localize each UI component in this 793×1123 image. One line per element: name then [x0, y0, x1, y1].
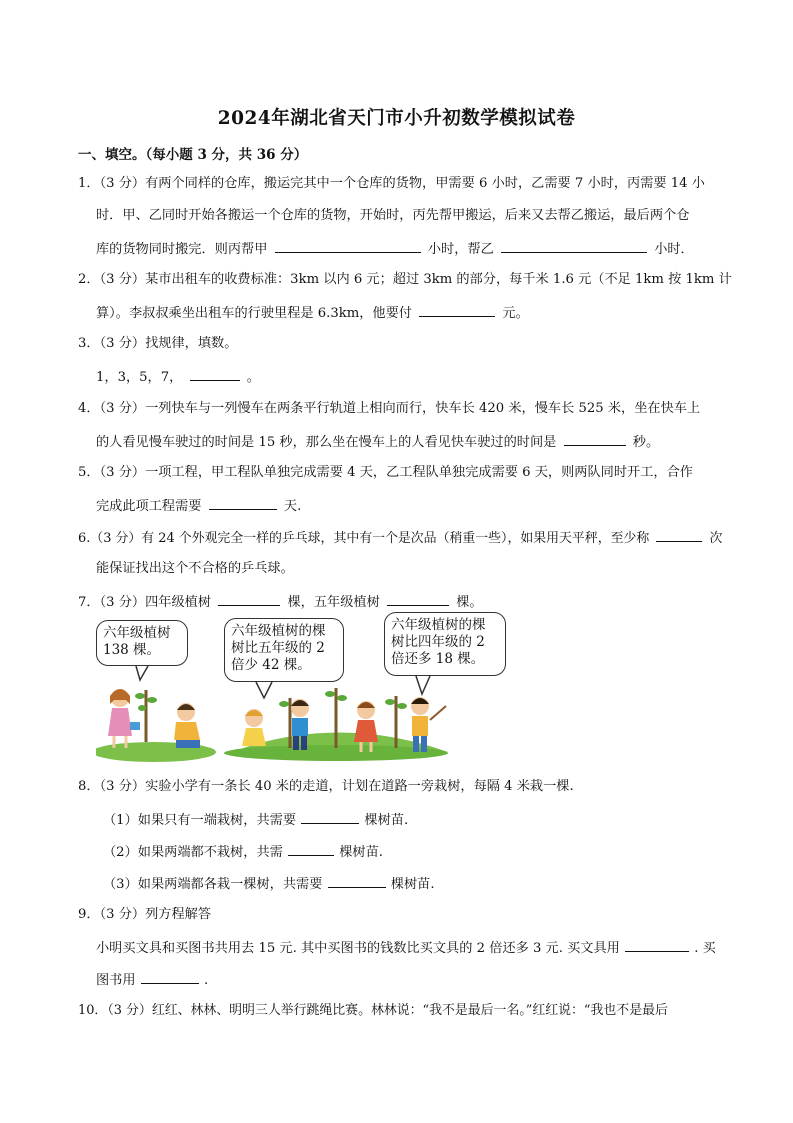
q4-line2: [96, 432, 736, 452]
page-title: 2024年湖北省天门市小升初数学模拟试卷: [217, 108, 576, 129]
q4-text-a: 的人看见慢车驶过的时间是 15 秒，那么坐在慢车上的人看见快车驶过的时间是: [96, 435, 557, 450]
q1-text-b: 小时，帮乙: [427, 242, 494, 257]
bubble2-line1: 六年级植树的棵: [231, 623, 326, 639]
q9-text-c: 图书用: [96, 973, 136, 988]
q1-line2: 时．甲、乙同时开始各搬运一个仓库的货物，开始时，丙先帮甲搬运，后来又去帮乙搬运，最后两个仓: [96, 208, 690, 223]
q8-sub1-text-b: 棵树苗.: [364, 813, 409, 828]
q9-text-a: 小明买文具和买图书共用去 15 元. 其中买图书的钱数比买文具的 2 倍还多 3 元. 买文具用: [96, 941, 620, 956]
bubble3-line2: 树比四年级的 2: [391, 634, 485, 650]
bubble2-tail: [256, 682, 272, 698]
q3-text-b: 。: [246, 370, 260, 385]
q4-text-b: 秒。: [632, 435, 660, 450]
q2-text-b: 元。: [502, 306, 529, 321]
q2-text-a: 算）。李叔叔乘坐出租车的行驶里程是 6.3km，他要付: [96, 306, 412, 321]
q9-line3: [96, 970, 736, 990]
q1-answer-blank-2[interactable]: [501, 239, 647, 253]
q8-answer-blank-1[interactable]: [301, 810, 359, 824]
q7-text-b: 棵，五年级植树: [287, 595, 380, 610]
q1-answer-blank-1[interactable]: [275, 239, 421, 253]
q3-line2: [96, 367, 736, 387]
q5-text-a: 完成此项工程需要: [96, 499, 202, 514]
q8-sub2-text-a: （2）如果两端都不栽树，共需: [103, 845, 283, 860]
bubble3-tail: [416, 676, 430, 694]
q8-sub3-text-a: （3）如果两端都各栽一棵树，共需要: [103, 877, 323, 892]
q4-answer-blank[interactable]: [564, 432, 626, 446]
q5-line2: [96, 496, 736, 516]
tree-planting-illustration: [96, 612, 516, 767]
boy-kneeling-icon: [174, 703, 200, 748]
q6-text-a: 6.（3 分）有 24 个外观完全一样的乒乓球，其中有一个是次品（稍重一些），如果用天平秤，至少称: [78, 531, 650, 546]
q7-answer-blank-1[interactable]: [218, 592, 280, 606]
q6-line1: [78, 528, 723, 548]
q1-line1: 1．（3 分）有两个同样的仓库，搬运完其中一个仓库的货物，甲需要 6 小时，乙需要 7 小时，丙需要 14 小: [78, 176, 705, 191]
q1-text-a: 库的货物同时搬完．则丙帮甲: [96, 242, 268, 257]
q2-line2: [96, 303, 736, 323]
bubble2-line2: 树比五年级的 2: [231, 640, 325, 656]
q8-sub3: [103, 874, 743, 894]
boy-shovel-icon: [411, 697, 446, 752]
q7-text-a: 7．（3 分）四年级植树: [78, 595, 212, 610]
q9-answer-blank-2[interactable]: [141, 970, 199, 984]
q1-text-c: 小时．: [654, 242, 694, 257]
q6-line2: 能保证找出这个不合格的乒乓球。: [96, 561, 294, 576]
q6-text-b: 次: [709, 531, 723, 546]
bubble2-line3: 倍少 42 棵。: [231, 657, 311, 673]
q8-sub2-text-b: 棵树苗.: [339, 845, 383, 860]
q8-sub3-text-b: 棵树苗.: [390, 877, 435, 892]
q9-line1: 9．（3 分）列方程解答: [78, 907, 212, 922]
q5-line1: 5．（3 分）一项工程，甲工程队单独完成需要 4 天，乙工程队单独完成需要 6 天，则两队同时开工，合作: [78, 465, 693, 480]
q3-answer-blank[interactable]: [190, 367, 240, 381]
q8-answer-blank-2[interactable]: [288, 842, 334, 856]
q8-sub1-text-a: （1）如果只有一端栽树，共需要: [103, 813, 297, 828]
q3-text-a: 1，3，5，7，: [96, 370, 183, 385]
bubble1-line2: 138 棵。: [103, 642, 161, 658]
q7-answer-blank-2[interactable]: [387, 592, 449, 606]
q2-answer-blank[interactable]: [419, 303, 495, 317]
q7-text-c: 棵。: [456, 595, 483, 610]
q3-line1: 3．（3 分）找规律，填数。: [78, 336, 238, 351]
q8-answer-blank-3[interactable]: [328, 874, 386, 888]
q10-line1: 10．（3 分）红红、林林、明明三人举行跳绳比赛。林林说：“我不是最后一名。”红红说：“我也不是最后: [78, 1003, 668, 1018]
q9-text-b: . 买: [694, 941, 716, 956]
q1-line3: [96, 239, 736, 259]
q6-answer-blank[interactable]: [656, 528, 702, 542]
girl-watering-icon: [108, 689, 140, 748]
q8-line1: 8．（3 分）实验小学有一条长 40 米的走道，计划在道路一旁栽树，每隔 4 米栽一棵.: [78, 779, 574, 794]
q5-text-b: 天.: [283, 499, 302, 514]
section-heading: 一、填空。（每小题 3 分，共 36 分）: [78, 147, 308, 163]
q9-answer-blank-1[interactable]: [625, 938, 689, 952]
q2-line1: 2．（3 分）某市出租车的收费标准：3km 以内 6 元；超过 3km 的部分，每千米 1.6 元（不足 1km 按 1km 计: [78, 272, 732, 287]
tree-icon-1: [135, 690, 157, 742]
q9-text-d: .: [203, 973, 209, 988]
q8-sub2: [103, 842, 743, 862]
q9-line2: [96, 938, 736, 958]
bubble3-line1: 六年级植树的棵: [391, 617, 486, 633]
girl-sitting-icon: [242, 709, 266, 746]
q8-sub1: [103, 810, 743, 830]
bubble1-line1: 六年级植树: [103, 625, 171, 641]
bubble1-tail: [136, 666, 148, 680]
bubble3-line3: 倍还多 18 棵。: [391, 651, 485, 667]
q5-answer-blank[interactable]: [209, 496, 277, 510]
q4-line1: 4．（3 分）一列快车与一列慢车在两条平行轨道上相向而行，快车长 420 米，慢车长 525 米，坐在快车上: [78, 401, 701, 416]
q7-line1: [78, 592, 718, 612]
children-planting-drawing: [96, 612, 516, 767]
